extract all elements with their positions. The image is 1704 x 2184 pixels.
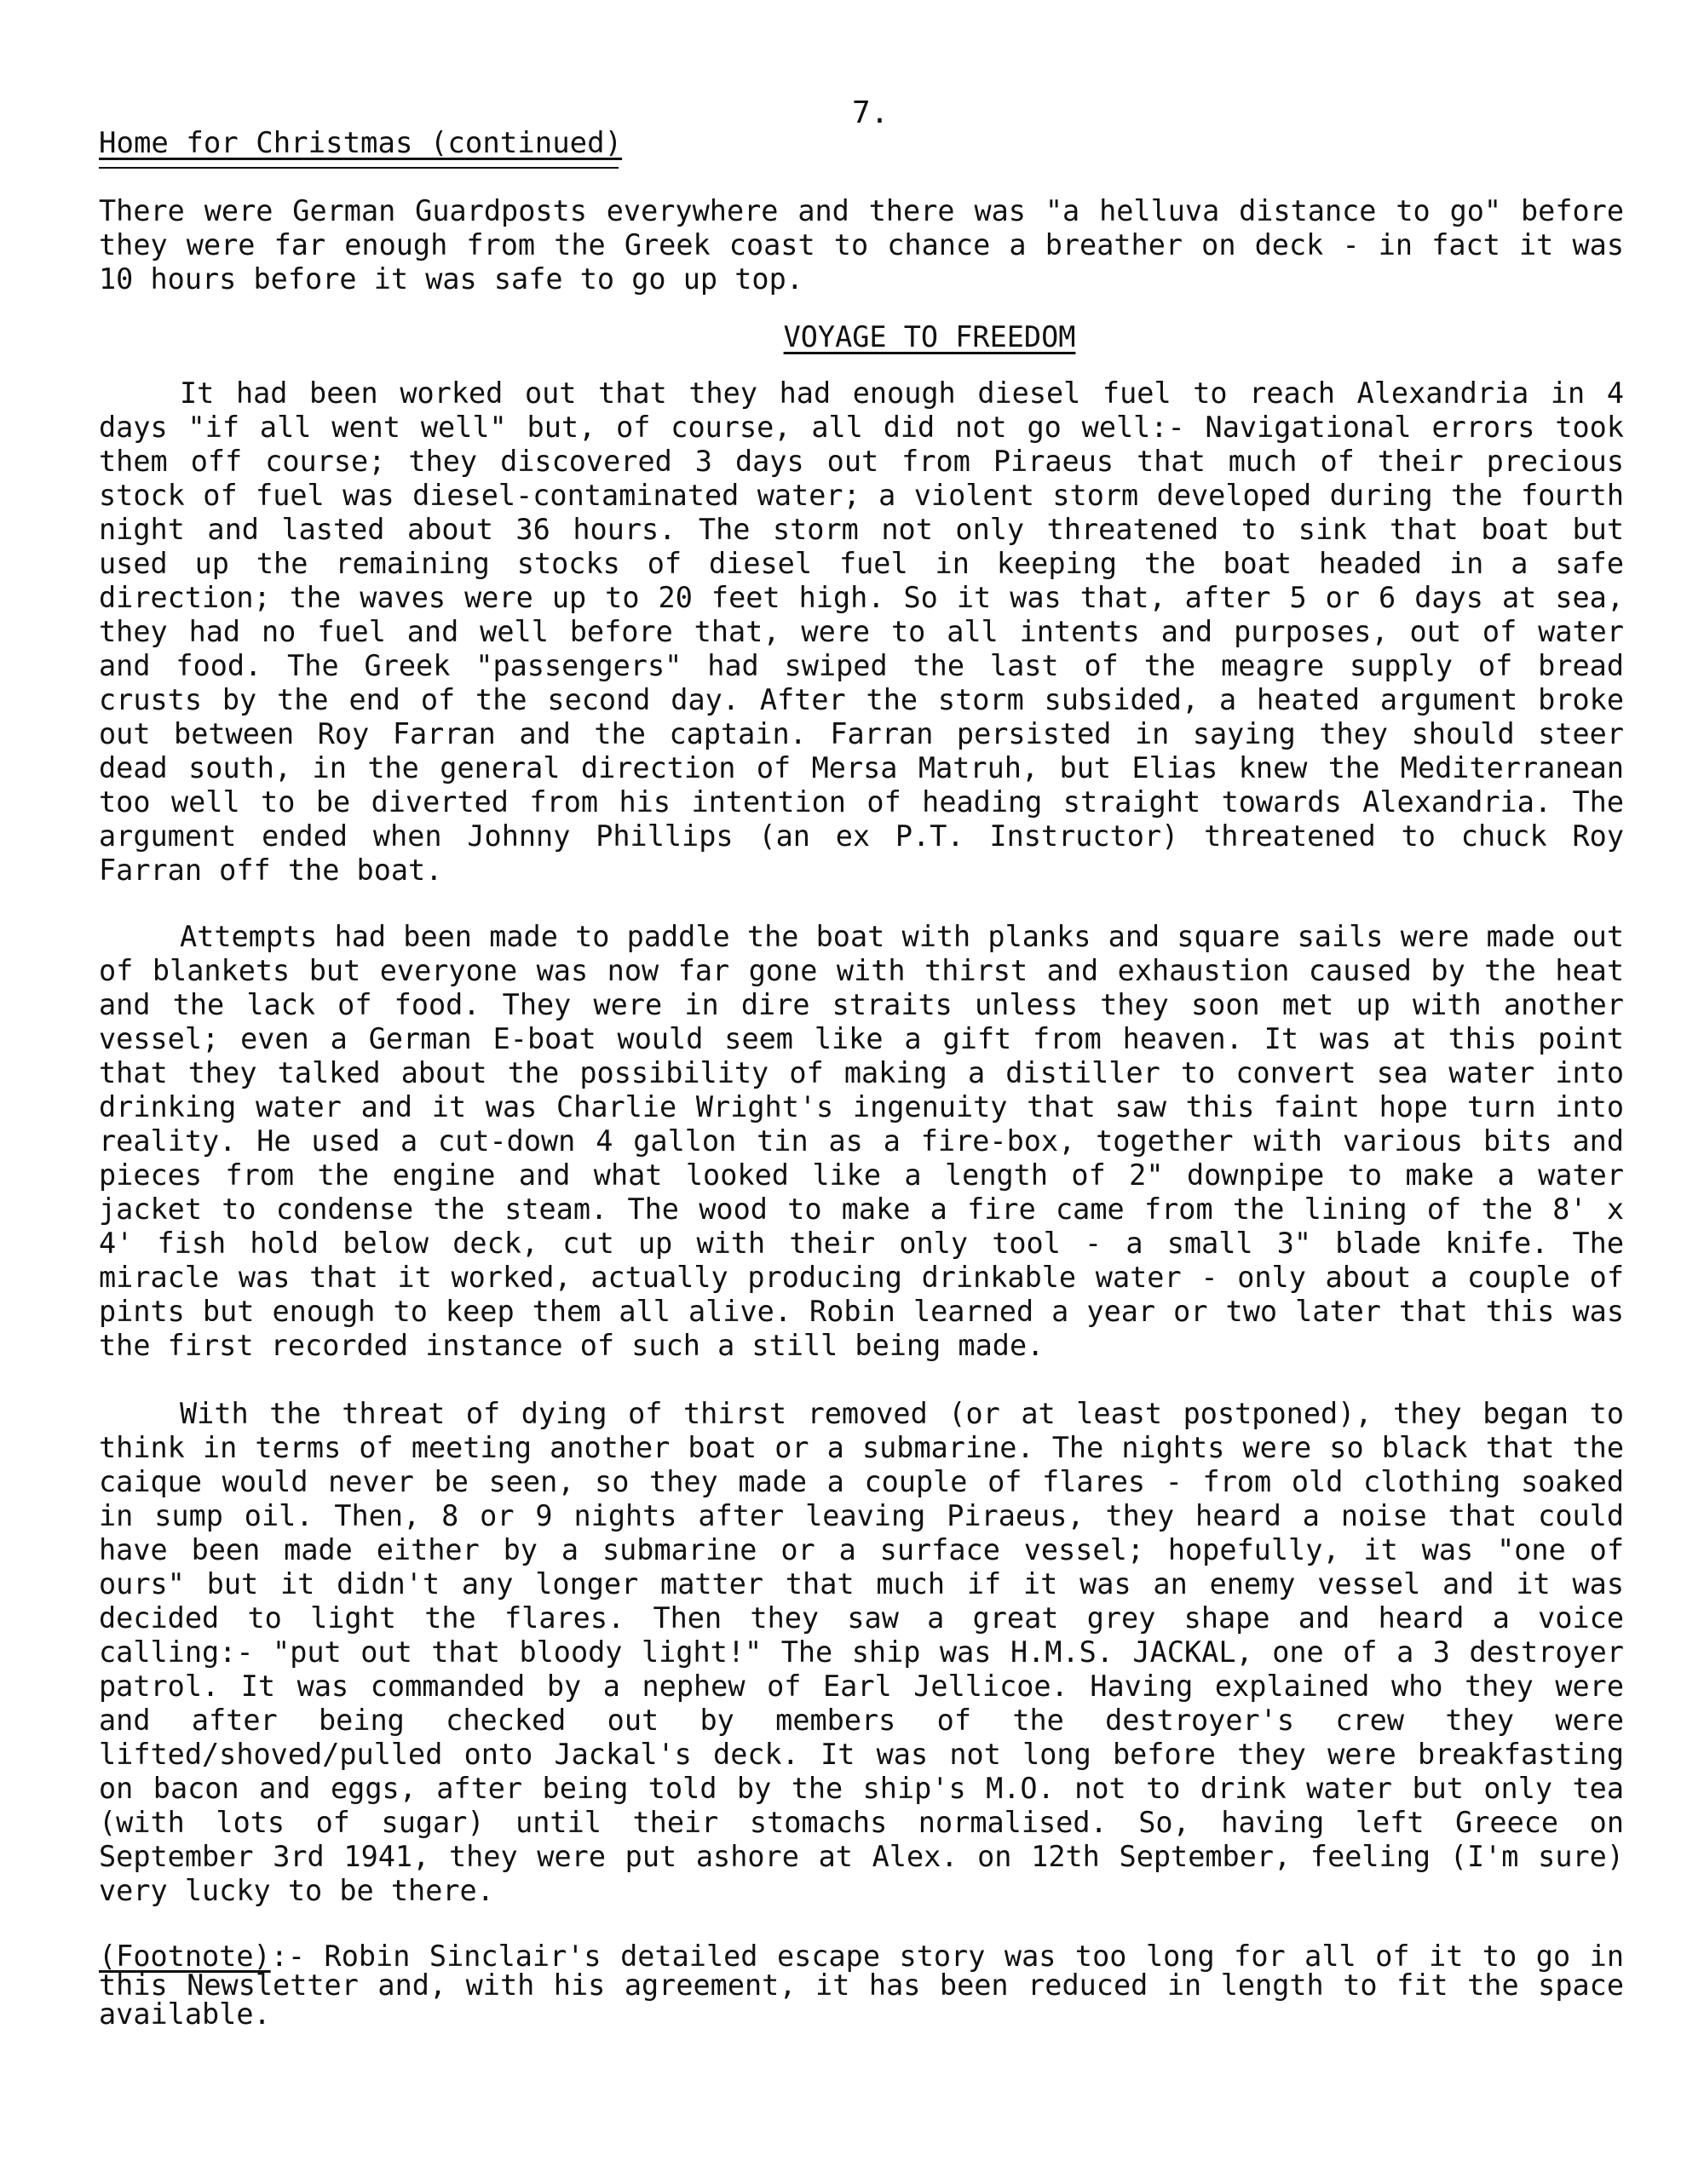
paragraph-1: It had been worked out that they had enough diesel fuel to reach Alexandria in 4 days "if all went well" but, of course, all did not go well:- Navigational errors took them off course; they discovered 3 days out from Piraeus that much of their precious stock of fuel was diesel-contaminated water; a violent storm developed during the fourth night and lasted about 36 hours. The storm not only threatened to sink that boat but used up the remaining stocks of diesel fuel in keeping the boat headed in a safe direction; the waves were up to 20 feet high. So it was that, after 5 or 6 days at sea, they had no fuel and well before that, were to all intents and purposes, out of water and food. The Greek "passengers" had swiped the last of the meagre supply of bread crusts by the end of the second day. After the storm subsided, a heated argument broke out between Roy Farran and the captain. Farran persisted in saying they should steer dead south, in the general direction of Mersa Matruh, but Elias knew the Mediterranean too well to be diverted from his intention of heading straight towards Alexandria. The argument ended when Johnny Phillips (an ex P.T. Instructor) threatened to chuck Roy Farran off the boat. (99, 376, 1624, 887)
section-title: Home for Christmas (continued) (99, 126, 623, 160)
footnote (99, 1942, 1624, 2029)
horizontal-rule (99, 167, 619, 169)
heading-text: VOYAGE TO FREEDOM (783, 320, 1076, 353)
page-number: 7. (852, 95, 889, 130)
article-body (99, 194, 1624, 2058)
paragraph-3: With the threat of dying of thirst removed (or at least postponed), they began to think in terms of meeting another boat or a submarine. The nights were so black that the caique would never be seen, so they made a couple of flares - from old clothing soaked in sump oil. Then, 8 or 9 nights after leaving Piraeus, they heard a noise that could have been made either by a submarine or a surface vessel; hopefully, it was "one of ours" but it didn't any longer matter that much if it was an enemy vessel and it was decided to light the flares. Then they saw a great grey shape and heard a voice calling:- "put out that bloody light!" The ship was H.M.S. JACKAL, one of a 3 destroyer patrol. It was commanded by a nephew of Earl Jellicoe. Having explained who they were and after being checked out by members of the destroyer's crew they were lifted/shoved/pulled onto Jackal's deck. It was not long before they were breakfasting on bacon and eggs, after being told by the ship's M.O. not to drink water but only tea (with lots of sugar) until their stomachs normalised. So, having left Greece on September 3rd 1941, they were put ashore at Alex. on 12th September, feeling (I'm sure) very lucky to be there. (99, 1397, 1624, 1907)
article-heading (99, 320, 1624, 354)
footnote-text: :- Robin Sinclair's detailed escape story was too long for all of it to go in this Newsletter and, with his agreement, it has been reduced in length to fit the space available. (99, 1940, 1624, 2031)
footnote-label: (Footnote) (99, 1940, 271, 1973)
intro-paragraph: There were German Guardposts everywhere and there was "a helluva distance to go" before they were far enough from the Greek coast to chance a breather on deck - in fact it was 10 hours before it was safe to go up top. (99, 194, 1624, 296)
paragraph-2: Attempts had been made to paddle the boat with planks and square sails were made out of blankets but everyone was now far gone with thirst and exhaustion caused by the heat and the lack of food. They were in dire straits unless they soon met up with another vessel; even a German E-boat would seem like a gift from heaven. It was at this point that they talked about the possibility of making a distiller to convert sea water into drinking water and it was Charlie Wright's ingenuity that saw this faint hope turn into reality. He used a cut-down 4 gallon tin as a fire-box, together with various bits and pieces from the engine and what looked like a length of 2" downpipe to make a water jacket to condense the steam. The wood to make a fire came from the lining of the 8' x 4' fish hold below deck, cut up with their only tool - a small 3" blade knife. The miracle was that it worked, actually producing drinkable water - only about a couple of pints but enough to keep them all alive. Robin learned a year or two later that this was the first recorded instance of such a still being made. (99, 920, 1624, 1362)
